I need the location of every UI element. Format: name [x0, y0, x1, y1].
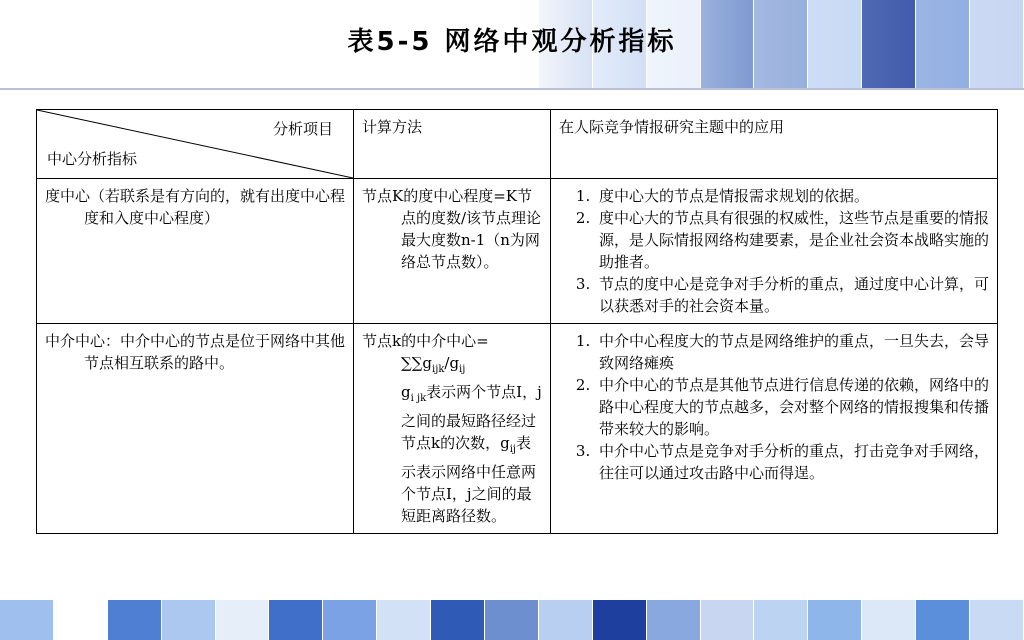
- degree-center-text: 度中心（若联系是有方向的，就有出度中心程度和入度中心程度）: [45, 187, 346, 227]
- betweenness-center-cell: [37, 324, 354, 534]
- degree-method-cell: [354, 179, 551, 324]
- method-text-6: 表示表示网络中任意两个节点I，j之间的最短距离路径数。: [401, 434, 537, 525]
- band-block: [647, 600, 701, 640]
- band-block: [539, 600, 593, 640]
- band-block: [862, 600, 916, 640]
- header-application: 在人际竞争情报研究主题中的应用: [551, 110, 998, 179]
- method-sub-4: ij: [509, 444, 517, 455]
- bottom-decorative-band: [0, 600, 1024, 640]
- list-item: 3. 节点的度中心是竞争对手分析的重点，通过度中心计算，可以获悉对手的社会资本量。: [595, 273, 989, 317]
- degree-application-list: [559, 185, 989, 317]
- method-text-3: /g: [444, 354, 460, 372]
- list-item: 1. 度中心大的节点是情报需求规划的依据。: [595, 185, 989, 207]
- betweenness-method-text: [362, 330, 542, 527]
- slide-title: 表5-5 网络中观分析指标: [347, 26, 677, 57]
- band-block: [970, 600, 1024, 640]
- table-row: [37, 324, 998, 534]
- list-item: 2. 度中心大的节点具有很强的权威性，这些节点是重要的情报源，是人际情报网络构建要素，是企业社会资本战略实施的助推者。: [595, 207, 989, 273]
- header-center-indicator: 中心分析指标: [47, 150, 138, 168]
- band-block: [162, 600, 216, 640]
- method-sub-1: ijk: [432, 364, 445, 375]
- method-sub-3: i jk: [410, 393, 427, 404]
- betweenness-method-cell: [354, 324, 551, 534]
- header-analysis-item: 分析项目: [272, 120, 333, 138]
- diagonal-header-cell: [37, 110, 354, 179]
- band-block: [485, 600, 539, 640]
- title-divider: [0, 88, 1024, 90]
- band-block: [701, 600, 755, 640]
- method-text-4: g: [401, 383, 411, 401]
- degree-application-cell: [551, 179, 998, 324]
- band-block: [269, 600, 323, 640]
- title-area: [0, 0, 1024, 88]
- analysis-indicator-table: [36, 109, 998, 534]
- betweenness-center-text: 中介中心：中介中心的节点是位于网络中其他节点相互联系的路中。: [45, 332, 346, 372]
- list-item: 2. 中介中心的节点是其他节点进行信息传递的依赖，网络中的路中心程度大的节点越多，会对整个网络的情报搜集和传播带来较大的影响。: [595, 374, 989, 440]
- list-item: 3. 中介中心节点是竞争对手分析的重点，打击竞争对手网络，往往可以通过攻击路中心而得逞。: [595, 440, 989, 484]
- band-block: [754, 600, 808, 640]
- band-block: [593, 600, 647, 640]
- method-text-5: 表示两个节点I，j之间的最短路径经过节点k的次数，g: [401, 383, 542, 452]
- header-calculation-method: 计算方法: [354, 110, 551, 179]
- band-block: [916, 600, 970, 640]
- table-header-row: [37, 110, 998, 179]
- band-block: [431, 600, 485, 640]
- band-block: [323, 600, 377, 640]
- degree-center-cell: [37, 179, 354, 324]
- method-sub-2: ij: [459, 364, 466, 375]
- method-text-2: ∑∑g: [401, 354, 433, 372]
- band-block: [54, 600, 108, 640]
- band-block: [108, 600, 162, 640]
- band-block: [808, 600, 862, 640]
- betweenness-application-list: [559, 330, 989, 484]
- betweenness-application-cell: [551, 324, 998, 534]
- list-item: 1. 中介中心程度大的节点是网络维护的重点，一旦失去，会导致网络瘫痪: [595, 330, 989, 374]
- method-text-1: 节点k的中介中心=: [362, 332, 489, 350]
- band-block: [377, 600, 431, 640]
- table-row: [37, 179, 998, 324]
- band-block: [0, 600, 54, 640]
- degree-method-text: 节点K的度中心程度=K节点的度数/该节点理论最大度数n-1（n为网络总节点数）。: [362, 187, 542, 271]
- band-block: [216, 600, 270, 640]
